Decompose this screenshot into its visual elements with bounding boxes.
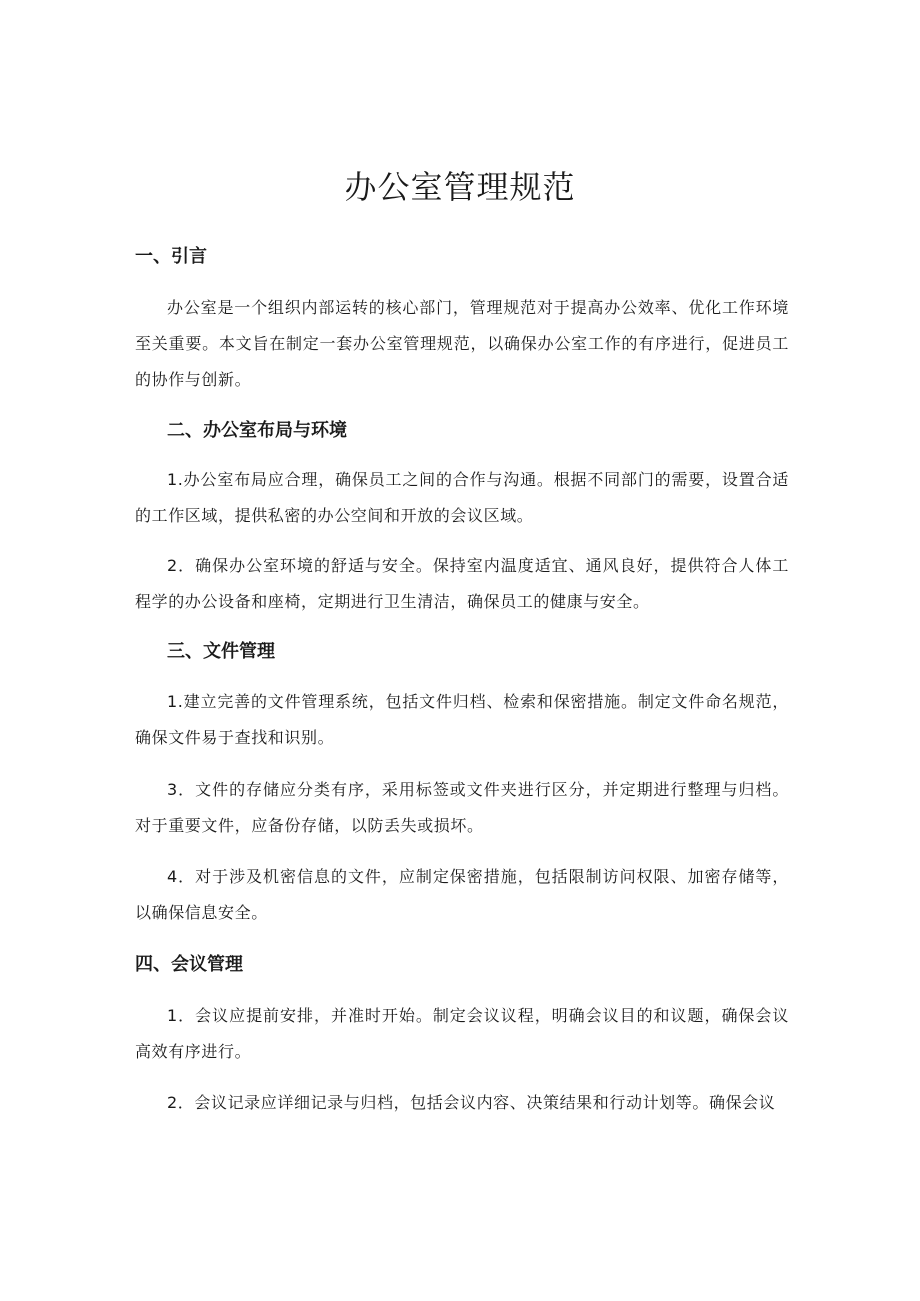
section-heading-meeting-management: 四、会议管理 [135, 954, 243, 975]
paragraph-meeting-1: 1．会议应提前安排，并准时开始。制定会议议程，明确会议目的和议题，确保会议高效有序进行。 [135, 1006, 789, 1061]
document-title: 办公室管理规范 [344, 168, 576, 206]
paragraph-introduction: 办公室是一个组织内部运转的核心部门，管理规范对于提高办公效率、优化工作环境至关重要。本文旨在制定一套办公室管理规范，以确保办公室工作的有序进行，促进员工的协作与创新。 [135, 298, 789, 389]
section-heading-introduction: 一、引言 [135, 246, 207, 267]
section-heading-layout-environment: 二、办公室布局与环境 [167, 420, 347, 441]
section-heading-file-management: 三、文件管理 [167, 641, 275, 662]
paragraph-meeting-2: 2．会议记录应详细记录与归档，包括会议内容、决策结果和行动计划等。确保会议 [167, 1093, 776, 1112]
paragraph-file-4: 4．对于涉及机密信息的文件，应制定保密措施，包括限制访问权限、加密存储等，以确保信息安全。 [135, 867, 789, 922]
paragraph-file-3: 3．文件的存储应分类有序，采用标签或文件夹进行区分，并定期进行整理与归档。对于重要文件，应备份存储，以防丢失或损坏。 [135, 780, 789, 835]
paragraph-layout-1: 1.办公室布局应合理，确保员工之间的合作与沟通。根据不同部门的需要，设置合适的工作区域，提供私密的办公空间和开放的会议区域。 [135, 470, 789, 525]
paragraph-layout-2: 2．确保办公室环境的舒适与安全。保持室内温度适宜、通风良好，提供符合人体工程学的办公设备和座椅，定期进行卫生清洁，确保员工的健康与安全。 [135, 556, 789, 611]
paragraph-file-1: 1.建立完善的文件管理系统，包括文件归档、检索和保密措施。制定文件命名规范，确保文件易于查找和识别。 [135, 692, 789, 747]
